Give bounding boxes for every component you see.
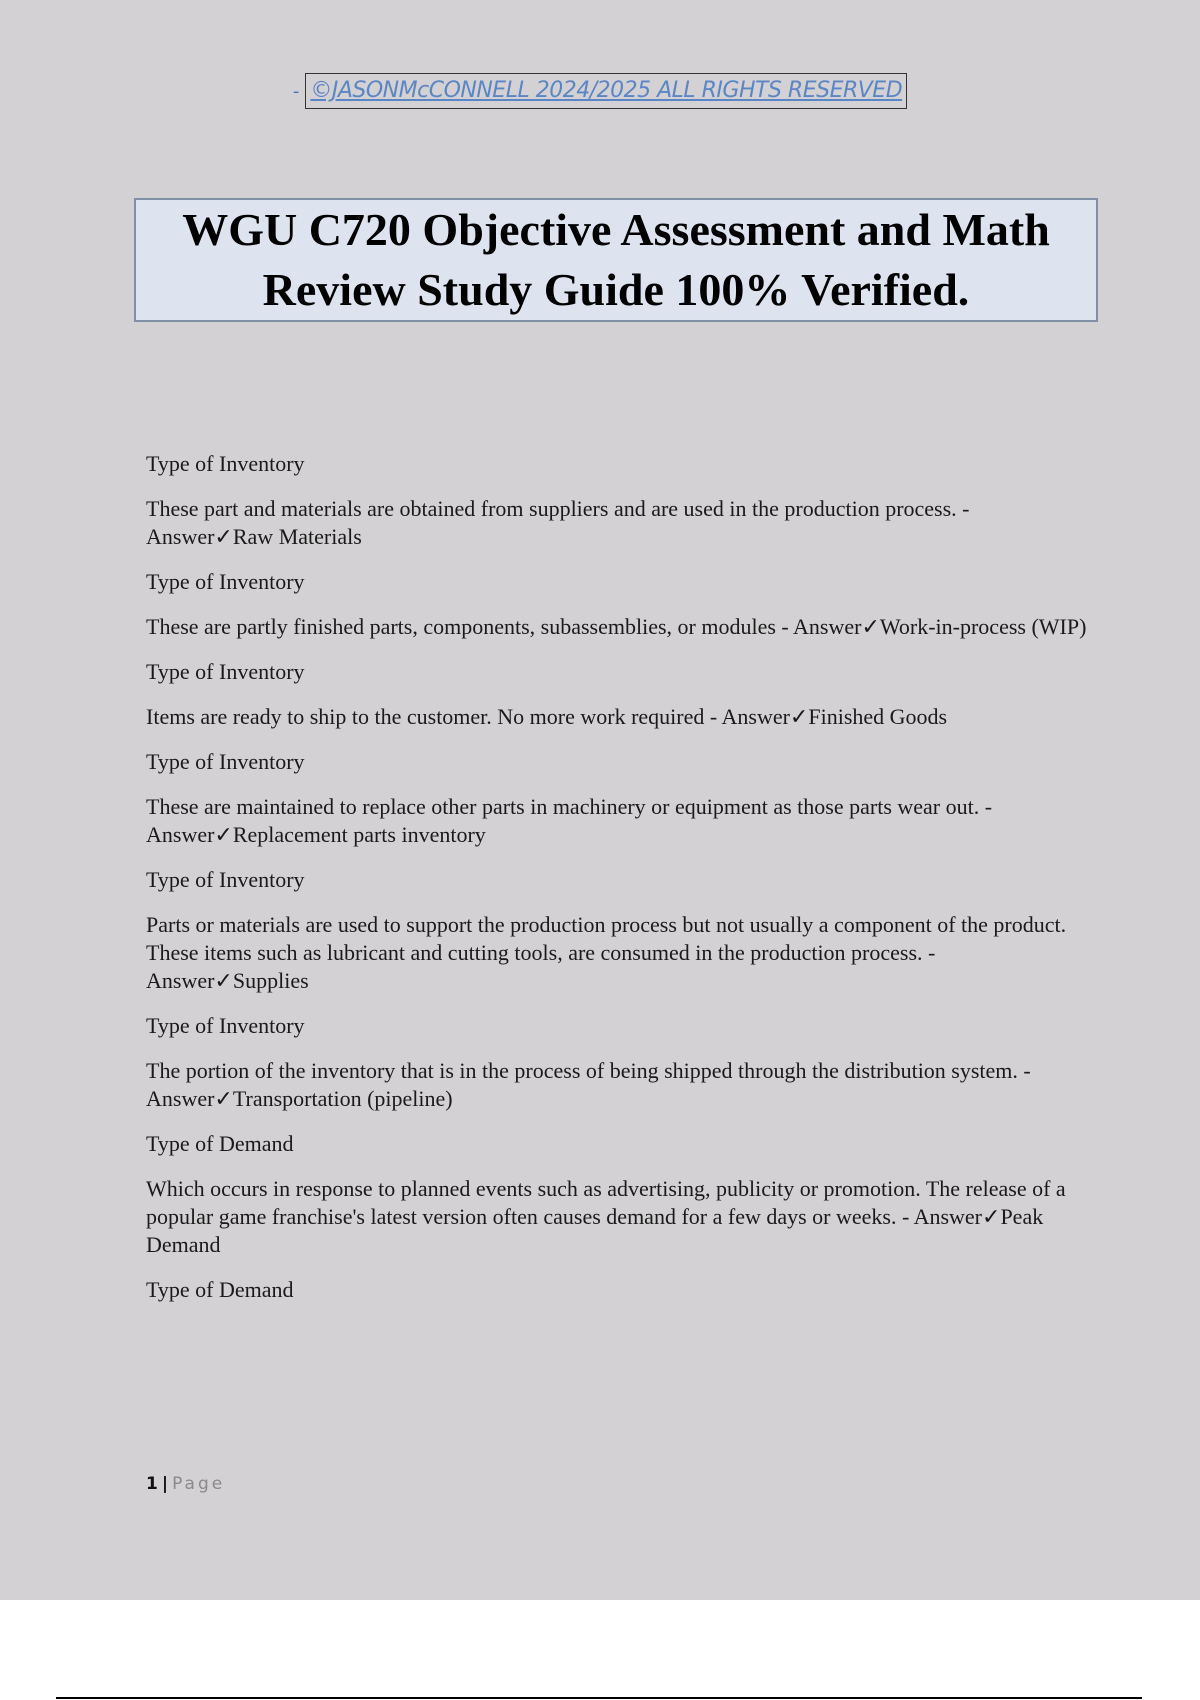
question-heading: Type of Inventory (146, 659, 305, 684)
bottom-divider (56, 1697, 1142, 1699)
question-heading: Type of Inventory (146, 569, 305, 594)
question-answer: Items are ready to ship to the customer. No more work required - Answer✓Finished Goods (146, 704, 948, 729)
question-answer: These are maintained to replace other parts in machinery or equipment as those parts wear out. - Answer✓Replacement parts inventory (146, 794, 993, 847)
question-heading: Type of Demand (146, 1277, 294, 1302)
question-answer: The portion of the inventory that is in the process of being shipped through the distribution system. - Answer✓Transportation (pipeline) (146, 1058, 1031, 1111)
page-footer (146, 1474, 225, 1494)
document-title (182, 200, 1050, 320)
page-separator: | (161, 1474, 169, 1494)
question-heading: Type of Inventory (146, 749, 305, 774)
copyright-notice: ©JASONMcCONNELL 2024/2025 ALL RIGHTS RESERVED (305, 73, 907, 109)
page-header (0, 73, 1200, 109)
question-heading: Type of Demand (146, 1131, 294, 1156)
question-answer: These part and materials are obtained from suppliers and are used in the production process. - Answer✓Raw Materials (146, 496, 970, 549)
header-bullet: - (292, 80, 300, 102)
title-box (134, 198, 1098, 322)
question-heading: Type of Inventory (146, 867, 305, 892)
question-heading: Type of Inventory (146, 451, 305, 476)
study-guide-content (146, 450, 1096, 1321)
question-answer: Which occurs in response to planned events such as advertising, publicity or promotion. The release of a popular game franchise's latest version often causes demand for a few days or weeks. - Answer✓Peak Demand (146, 1176, 1066, 1257)
question-answer: Parts or materials are used to support the production process but not usually a component of the product. These items such as lubricant and cutting tools, are consumed in the production process. - Answer✓Supplies (146, 912, 1067, 993)
page-label: Page (172, 1474, 226, 1494)
page-number: 1 (146, 1474, 158, 1494)
question-heading: Type of Inventory (146, 1013, 305, 1038)
question-answer: These are partly finished parts, components, subassemblies, or modules - Answer✓Work-in-process (WIP) (146, 614, 1087, 639)
title-line-2: Review Study Guide 100% Verified. (262, 264, 970, 315)
title-line-1: WGU C720 Objective Assessment and Math (182, 204, 1050, 255)
